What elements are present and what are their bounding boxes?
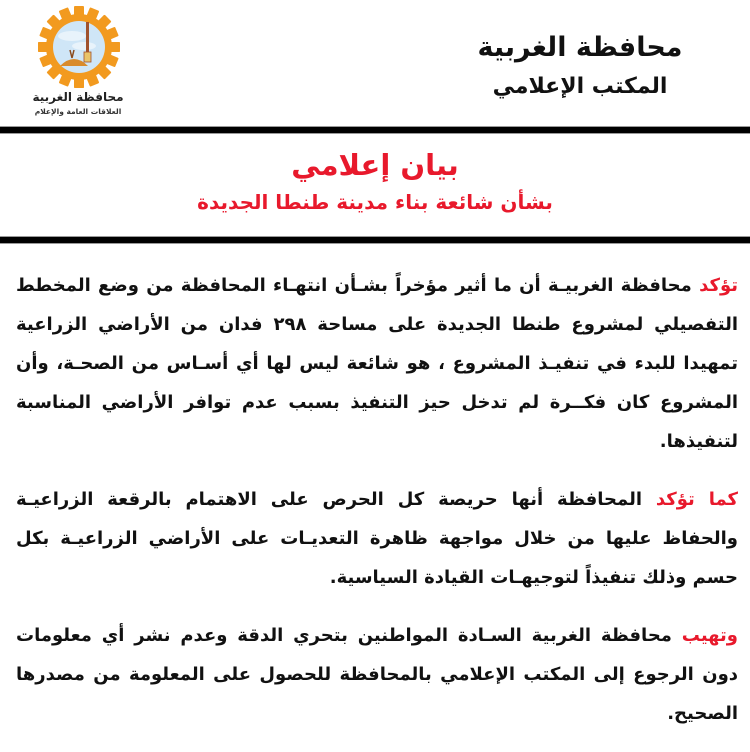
paragraph-1-lead: تؤكد bbox=[699, 275, 738, 296]
header bbox=[0, 0, 750, 127]
governorate-logo bbox=[28, 6, 128, 124]
paragraph-3-lead: وتهيب bbox=[681, 625, 738, 646]
paragraph-1 bbox=[16, 266, 738, 461]
logo-title: محافظة الغربية bbox=[32, 90, 124, 104]
statement-subtitle: بشأن شائعة بناء مدينة طنطا الجديدة bbox=[197, 190, 553, 214]
organization-name: محافظة الغربية bbox=[477, 32, 683, 63]
office-name: المكتب الإعلامي bbox=[492, 74, 668, 99]
paragraph-3-text: محافظة الغربية السـادة المواطنين بتحري الدقة وعدم نشر أي معلومات دون الرجوع إلى المكتب الإعلامي بالمحافظة للحصول على المعلومة من مصدرها الصحيح. bbox=[16, 625, 738, 724]
paragraph-2-lead: كما تؤكد bbox=[655, 489, 738, 510]
paragraph-1-text: محافظة الغربيـة أن ما أثير مؤخراً بشـأن انتهـاء المحافظة من وضع المخطط التفصيلي لمشروع طنطا الجديدة على مساحة ٢٩٨ فدان من الأراضي الزراعية تمهيدا للبدء في تنفيـذ المشروع ، هو شائعة ليس لها أي أسـاس من الصحـة، وأن المشروع كان فكــرة لم تدخل حيز التنفيذ بسبب عدم توافر الأراضي المناسبة لتنفيذها. bbox=[16, 275, 738, 452]
gear-emblem-icon bbox=[38, 6, 120, 88]
paragraph-2-text: المحافظة أنها حريصة كل الحرص على الاهتمام بالرقعة الزراعيـة والحفاظ عليها من خلال مواجهة ظاهرة التعديـات على الأراضي الزراعيـة بكل حسم وذلك تنفيذاً لتوجيهـات القيادة السياسية. bbox=[16, 489, 738, 588]
statement-body bbox=[16, 266, 738, 752]
bottom-divider-bar bbox=[0, 236, 750, 244]
top-divider-bar bbox=[0, 126, 750, 134]
statement-title: بيان إعلامي bbox=[291, 148, 459, 182]
organization-block bbox=[450, 30, 710, 102]
logo-subtitle: العلاقات العامة والإعلام bbox=[34, 107, 122, 116]
statement-heading bbox=[0, 134, 750, 236]
paragraph-3 bbox=[16, 616, 738, 733]
paragraph-2 bbox=[16, 480, 738, 597]
